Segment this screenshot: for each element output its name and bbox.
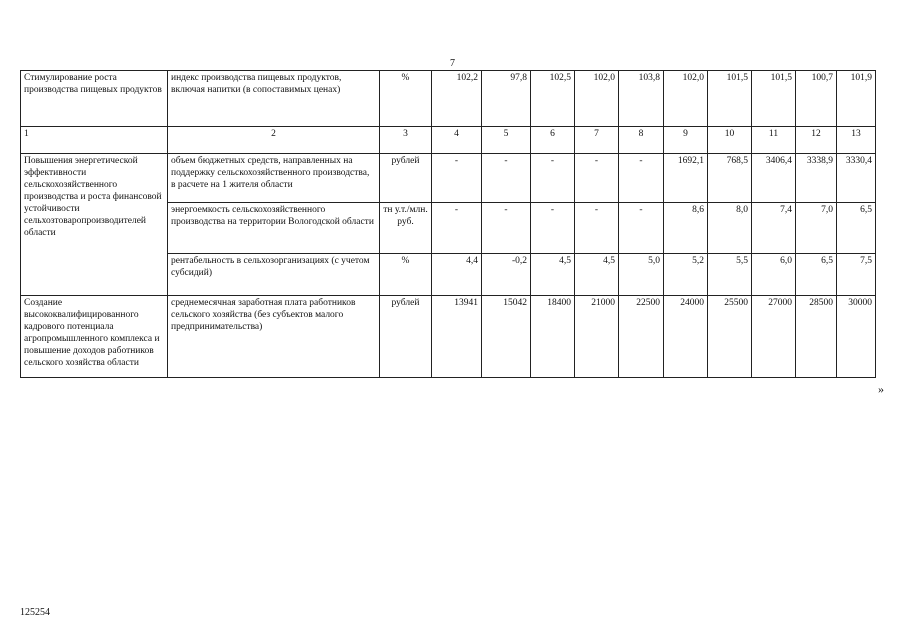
column-number: 5 [482,127,531,154]
unit-cell: рублей [380,296,432,378]
column-number-row [21,127,876,154]
value-cell: 8,0 [708,203,752,254]
column-number: 11 [752,127,796,154]
value-cell: - [619,203,664,254]
value-cell: 24000 [664,296,708,378]
value-cell: 21000 [575,296,619,378]
value-cell: 101,9 [837,71,876,127]
table-row [21,71,876,127]
value-cell: 101,5 [752,71,796,127]
value-cell: 101,5 [708,71,752,127]
value-cell: 4,5 [531,254,575,296]
unit-cell: рублей [380,154,432,203]
value-cell: 768,5 [708,154,752,203]
value-cell: 102,2 [432,71,482,127]
value-cell: 6,5 [837,203,876,254]
value-cell: 3338,9 [796,154,837,203]
value-cell: 6,5 [796,254,837,296]
column-number: 4 [432,127,482,154]
value-cell: 13941 [432,296,482,378]
column-number: 7 [575,127,619,154]
value-cell: 5,0 [619,254,664,296]
value-cell: 97,8 [482,71,531,127]
column-number: 10 [708,127,752,154]
value-cell: - [482,203,531,254]
value-cell: 103,8 [619,71,664,127]
value-cell: - [482,154,531,203]
value-cell: 4,5 [575,254,619,296]
value-cell: -0,2 [482,254,531,296]
value-cell: - [619,154,664,203]
value-cell: 6,0 [752,254,796,296]
column-number: 8 [619,127,664,154]
value-cell: 7,0 [796,203,837,254]
indicator-cell: среднемесячная заработная плата работников сельского хозяйства (без субъектов малого предпринимательства) [168,296,380,378]
value-cell: 7,5 [837,254,876,296]
value-cell: 15042 [482,296,531,378]
column-number: 3 [380,127,432,154]
value-cell: 22500 [619,296,664,378]
column-number: 2 [168,127,380,154]
goal-cell: Повышения энергетической эффективности сельскохозяйственного производства и роста финансовой устойчивости сельхозтоваропроизводителей области [21,154,168,296]
value-cell: - [531,203,575,254]
value-cell: - [432,203,482,254]
unit-cell: % [380,254,432,296]
value-cell: 5,5 [708,254,752,296]
value-cell: 3330,4 [837,154,876,203]
indicator-cell: энергоемкость сельскохозяйственного производства на территории Вологодской области [168,203,380,254]
column-number: 13 [837,127,876,154]
unit-cell: тн у.т./млн. руб. [380,203,432,254]
column-number: 12 [796,127,837,154]
goal-cell: Стимулирование роста производства пищевых продуктов [21,71,168,127]
page-number: 7 [450,58,455,69]
value-cell: 8,6 [664,203,708,254]
value-cell: 30000 [837,296,876,378]
value-cell: 100,7 [796,71,837,127]
value-cell: 7,4 [752,203,796,254]
value-cell: - [575,154,619,203]
value-cell: - [531,154,575,203]
value-cell: - [432,154,482,203]
value-cell: 27000 [752,296,796,378]
value-cell: 18400 [531,296,575,378]
closing-quote-mark: » [878,382,884,396]
goal-cell: Создание высококвалифицированного кадрового потенциала агропромышленного комплекса и повышение доходов работников сельского хозяйства области [21,296,168,378]
indicator-cell: индекс производства пищевых продуктов, включая напитки (в сопоставимых ценах) [168,71,380,127]
value-cell: 3406,4 [752,154,796,203]
column-number: 9 [664,127,708,154]
value-cell: 28500 [796,296,837,378]
table-row [21,154,876,203]
value-cell: 1692,1 [664,154,708,203]
column-number: 1 [21,127,168,154]
indicator-cell: объем бюджетных средств, направленных на поддержку сельскохозяйственного производства, в расчете на 1 жителя области [168,154,380,203]
indicator-cell: рентабельность в сельхозорганизациях (с учетом субсидий) [168,254,380,296]
value-cell: 4,4 [432,254,482,296]
indicators-table [20,70,876,378]
value-cell: 5,2 [664,254,708,296]
value-cell: - [575,203,619,254]
unit-cell: % [380,71,432,127]
value-cell: 25500 [708,296,752,378]
table-row [21,296,876,378]
value-cell: 102,0 [575,71,619,127]
document-code: 125254 [20,607,50,618]
column-number: 6 [531,127,575,154]
value-cell: 102,5 [531,71,575,127]
value-cell: 102,0 [664,71,708,127]
